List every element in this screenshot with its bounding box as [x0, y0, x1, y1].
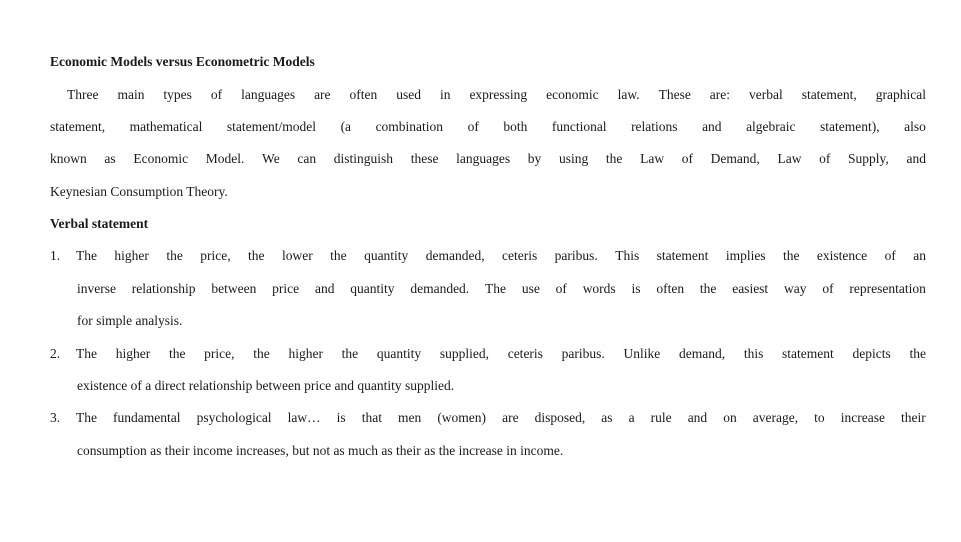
word: the	[341, 346, 359, 361]
word: average,	[752, 410, 799, 425]
word: distinguish	[333, 151, 394, 166]
word: supplied,	[439, 346, 489, 361]
word: statement),	[820, 119, 880, 134]
word: of	[819, 151, 831, 166]
word: This	[615, 248, 640, 263]
word: use	[521, 281, 540, 296]
word: men	[398, 410, 422, 425]
word: Law	[640, 151, 665, 166]
word: implies	[725, 248, 766, 263]
word: Three	[67, 87, 99, 102]
item-1-number: 1.	[50, 248, 61, 263]
word: rule	[650, 410, 672, 425]
word: The	[76, 248, 97, 263]
word: mathematical	[129, 119, 203, 134]
word: in	[439, 87, 451, 102]
word: demanded.	[410, 281, 470, 296]
word: (women)	[437, 410, 487, 425]
word: the	[166, 248, 183, 263]
item-2-line-2: existence of a direct relationship between price and quantity supplied.	[77, 378, 455, 393]
word: can	[297, 151, 317, 166]
word: economic	[546, 87, 599, 102]
word: and	[906, 151, 926, 166]
word: way	[784, 281, 807, 296]
word: that	[361, 410, 382, 425]
word: expressing	[469, 87, 528, 102]
word: Unlike	[623, 346, 661, 361]
word: easiest	[732, 281, 769, 296]
word: words	[582, 281, 616, 296]
word: of	[210, 87, 223, 102]
word: depicts	[852, 346, 891, 361]
word: increase	[840, 410, 885, 425]
word: combination	[375, 119, 444, 134]
word: fundamental	[113, 410, 181, 425]
word: are	[314, 87, 331, 102]
word: the	[909, 346, 926, 361]
document-title: Economic Models versus Econometric Models	[50, 54, 315, 69]
item-3-line-2: consumption as their income increases, but not as much as their as the increase in income.	[77, 443, 564, 458]
word: ceteris	[507, 346, 543, 361]
word: of	[467, 119, 479, 134]
word: existence	[816, 248, 868, 263]
word: statement	[656, 248, 709, 263]
word: are:	[709, 87, 731, 102]
word: higher	[114, 248, 149, 263]
word: Model.	[205, 151, 245, 166]
word: higher	[115, 346, 151, 361]
word: and	[702, 119, 722, 134]
item-1-line-1	[76, 247, 926, 265]
word: this	[743, 346, 764, 361]
word: price	[272, 281, 300, 296]
word: the	[330, 248, 347, 263]
word: is	[336, 410, 346, 425]
item-2-line-1	[76, 345, 926, 363]
intro-line-2	[50, 118, 926, 136]
word: Law	[777, 151, 802, 166]
word: languages	[241, 87, 296, 102]
word: We	[262, 151, 280, 166]
word: law.	[617, 87, 640, 102]
word: statement,	[50, 119, 106, 134]
word: the	[605, 151, 623, 166]
word: using	[558, 151, 589, 166]
word: both	[503, 119, 528, 134]
verbal-statement-heading: Verbal statement	[50, 216, 149, 231]
word: also	[904, 119, 926, 134]
item-3-line-1	[76, 409, 926, 427]
item-2-number: 2.	[50, 346, 61, 361]
word: a	[628, 410, 635, 425]
word: demand,	[678, 346, 726, 361]
word: quantity	[350, 281, 395, 296]
word: price,	[200, 248, 231, 263]
intro-line-1	[67, 86, 926, 104]
word: the	[699, 281, 717, 296]
item-1-line-3: for simple analysis.	[77, 313, 183, 328]
word: statement	[782, 346, 834, 361]
word: their	[901, 410, 926, 425]
word: paribus.	[561, 346, 605, 361]
word: Demand,	[710, 151, 760, 166]
word: Supply,	[848, 151, 889, 166]
word: The	[485, 281, 506, 296]
word: The	[76, 410, 97, 425]
word: relationship	[131, 281, 196, 296]
word: languages	[456, 151, 511, 166]
intro-line-3	[50, 150, 926, 168]
word: Economic	[133, 151, 189, 166]
word: as	[104, 151, 116, 166]
word: between	[211, 281, 257, 296]
word: demanded,	[425, 248, 485, 263]
word: these	[410, 151, 439, 166]
word: law…	[287, 410, 321, 425]
item-3-number: 3.	[50, 410, 61, 425]
word: algebraic	[746, 119, 796, 134]
word: main	[117, 87, 145, 102]
word: by	[527, 151, 542, 166]
word: often	[656, 281, 685, 296]
word: the	[253, 346, 270, 361]
word: used	[396, 87, 421, 102]
word: the	[168, 346, 186, 361]
word: representation	[849, 281, 926, 296]
intro-line-4: Keynesian Consumption Theory.	[50, 184, 228, 199]
word: on	[723, 410, 737, 425]
word: are	[502, 410, 519, 425]
word: These	[658, 87, 691, 102]
word: paribus.	[554, 248, 598, 263]
word: graphical	[875, 87, 926, 102]
word: statement/model	[226, 119, 317, 134]
word: quantity	[376, 346, 422, 361]
word: relations	[631, 119, 678, 134]
word: functional	[551, 119, 607, 134]
word: disposed,	[534, 410, 586, 425]
word: as	[601, 410, 613, 425]
word: of	[681, 151, 693, 166]
word: higher	[288, 346, 323, 361]
word: of	[822, 281, 834, 296]
word: and	[314, 281, 335, 296]
word: of	[555, 281, 567, 296]
word: the	[782, 248, 800, 263]
word: to	[814, 410, 825, 425]
word: (a	[340, 119, 352, 134]
word: and	[687, 410, 708, 425]
word: psychological	[196, 410, 272, 425]
word: lower	[281, 248, 313, 263]
word: an	[913, 248, 926, 263]
word: verbal	[748, 87, 783, 102]
word: inverse	[77, 281, 116, 296]
word: often	[349, 87, 378, 102]
word: known	[50, 151, 87, 166]
word: ceteris	[502, 248, 538, 263]
item-1-line-2	[77, 280, 926, 298]
word: types	[163, 87, 192, 102]
word: the	[248, 248, 265, 263]
word: statement,	[801, 87, 857, 102]
word: of	[884, 248, 896, 263]
word: is	[631, 281, 641, 296]
word: price,	[204, 346, 235, 361]
word: quantity	[364, 248, 409, 263]
word: The	[76, 346, 97, 361]
